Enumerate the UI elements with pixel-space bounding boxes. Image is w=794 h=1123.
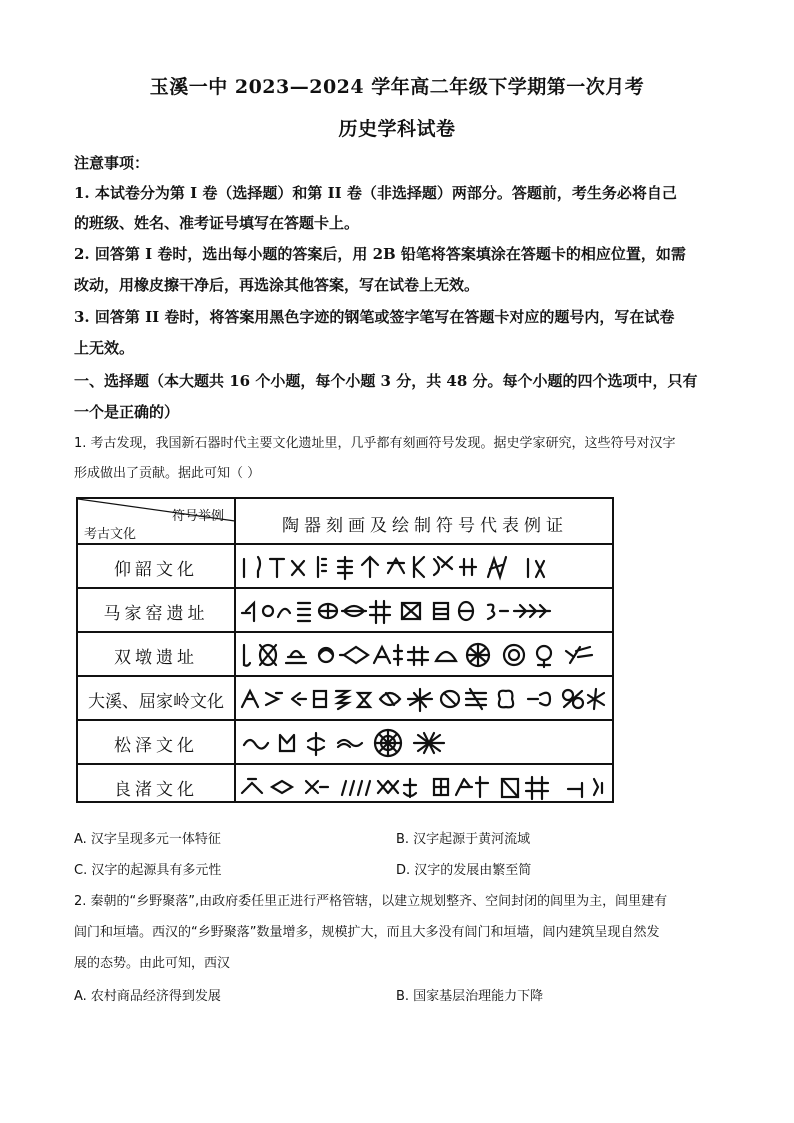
q1-stem-line-2: 形成做出了贡献。据此可知（ ） — [74, 466, 261, 481]
note-3-line-1: 3. 回答第 II 卷时，将答案用黑色字迹的钢笔或签字笔写在答题卡对应的题号内，写在试卷 — [74, 308, 675, 326]
culture-songze: 松泽文化 — [114, 736, 198, 756]
q2-option-a[interactable]: A. 农村商品经济得到发展 — [74, 989, 221, 1004]
culture-liangzhu: 良渚文化 — [114, 780, 198, 800]
symbol-table — [76, 497, 614, 803]
corner-label-culture: 考古文化 — [84, 527, 137, 542]
column-header: 陶器刻画及绘制符号代表例证 — [282, 516, 568, 536]
notes-heading: 注意事项： — [74, 154, 150, 172]
culture-majiayao: 马家窑遗址 — [103, 604, 209, 624]
section-heading-line-1: 一、选择题（本大题共 16 个小题，每个小题 3 分，共 48 分。每个小题的四个选项中，只有 — [74, 372, 698, 390]
table-rule — [78, 631, 612, 633]
q1-option-a[interactable]: A. 汉字呈现多元一体特征 — [74, 832, 221, 847]
table-rule — [78, 719, 612, 721]
table-rule — [78, 587, 612, 589]
note-1-line-1: 1. 本试卷分为第 I 卷（选择题）和第 II 卷（非选择题）两部分。答题前，考生务必将自己 — [74, 184, 677, 202]
glyphs-shuangdun — [238, 637, 610, 673]
q2-stem-line-3: 展的态势。由此可知，西汉 — [74, 956, 231, 971]
glyphs-songze — [238, 725, 610, 761]
section-heading-line-2: 一个是正确的） — [74, 403, 180, 421]
q2-stem-line-1: 2. 秦朝的“乡野聚落”,由政府委任里正进行严格管辖，以建立规划整齐、空间封闭的闾里为主，闾里建有 — [74, 894, 668, 909]
culture-shuangdun: 双墩遗址 — [114, 648, 198, 668]
exam-title: 玉溪一中 2023—2024 学年高二年级下学期第一次月考 — [149, 76, 645, 98]
glyphs-yangshao — [238, 549, 610, 585]
glyphs-majiayao — [238, 593, 610, 629]
culture-daxi-qujialing: 大溪、屈家岭文化 — [88, 692, 224, 712]
table-rule — [78, 763, 612, 765]
note-2-line-2: 改动，用橡皮擦干净后，再选涂其他答案，写在试卷上无效。 — [74, 276, 480, 294]
q1-option-b[interactable]: B. 汉字起源于黄河流域 — [396, 832, 531, 847]
note-1-line-2: 的班级、姓名、准考证号填写在答题卡上。 — [74, 214, 360, 232]
glyphs-liangzhu — [238, 769, 610, 805]
q1-option-c[interactable]: C. 汉字的起源具有多元性 — [74, 863, 222, 878]
culture-yangshao: 仰韶文化 — [114, 560, 198, 580]
glyphs-daxi-qujialing — [238, 681, 610, 717]
note-2-line-1: 2. 回答第 I 卷时，选出每小题的答案后，用 2B 铅笔将答案填涂在答题卡的相应位置，如需 — [74, 245, 686, 263]
q2-stem-line-2: 闾门和垣墙。西汉的“乡野聚落”数量增多，规模扩大，而且大多没有闾门和垣墙，闾内建筑呈现自然发 — [74, 925, 660, 940]
corner-label-symbols: 符号举例 — [172, 509, 225, 524]
q1-stem-line-1: 1. 考古发现，我国新石器时代主要文化遗址里，几乎都有刻画符号发现。据史学家研究，这些符号对汉字 — [74, 436, 676, 451]
q1-option-d[interactable]: D. 汉字的发展由繁至简 — [396, 863, 532, 878]
exam-subtitle: 历史学科试卷 — [338, 118, 456, 140]
table-rule — [78, 675, 612, 677]
note-3-line-2: 上无效。 — [74, 339, 135, 357]
q2-option-b[interactable]: B. 国家基层治理能力下降 — [396, 989, 544, 1004]
